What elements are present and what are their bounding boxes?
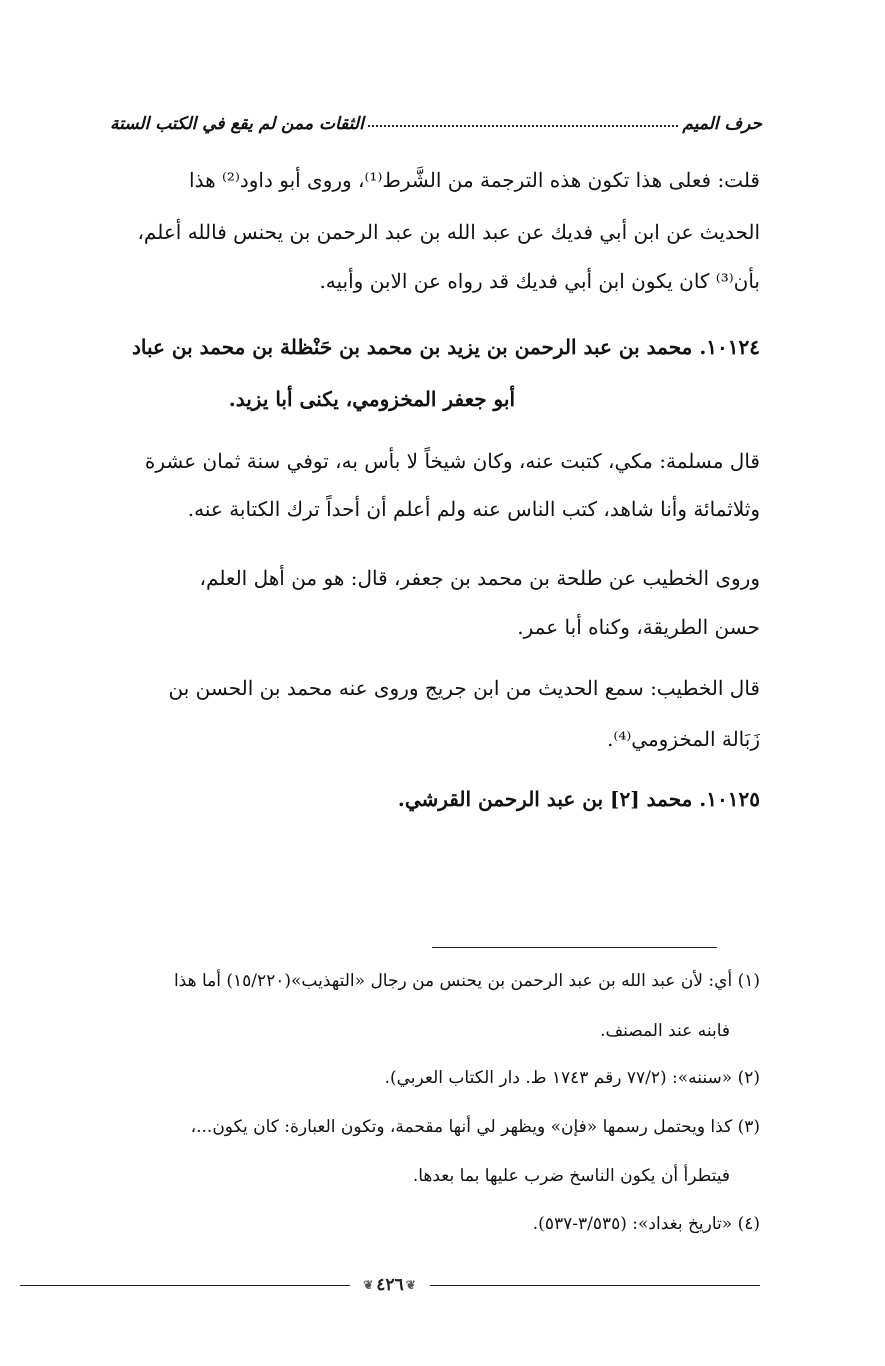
page-footer	[20, 1273, 760, 1297]
footnote-separator	[432, 947, 717, 948]
header-dot-leader	[368, 125, 679, 127]
body-line: وثلاثمائة وأنا شاهد، كتب الناس عنه ولم أعلم أن أحداً ترك الكتابة عنه.	[187, 497, 760, 521]
footnote-2: (٢) «سننه»: (٧٧/٢ رقم ١٧٤٣ ط. دار الكتاب العربي).	[384, 1068, 760, 1088]
footnote-1-continuation: فابنه عند المصنف.	[600, 1021, 730, 1041]
entry-heading-continuation: أبو جعفر المخزومي، يكنى أبا يزيد.	[228, 387, 515, 411]
footnote-3: (٣) كذا ويحتمل رسمها «فإن» ويظهر لي أنها مقحمة، وتكون العبارة: كان يكون...،	[190, 1117, 760, 1137]
footnote-3-continuation: فيتطرأ أن يكون الناسخ ضرب عليها بما بعدها.	[412, 1166, 730, 1186]
body-line: زَبَالة المخزومي⁽⁴⁾.	[607, 727, 760, 751]
body-line: قال مسلمة: مكي، كتبت عنه، وكان شيخاً لا بأس به، توفي سنة ثمان عشرة	[144, 449, 760, 473]
ornament-icon: ❦	[405, 1278, 417, 1292]
body-line: وروى الخطيب عن طلحة بن محمد بن جعفر، قال: هو من أهل العلم،	[199, 566, 760, 590]
header-book-title: الثقات ممن لم يقع في الكتب الستة	[110, 114, 364, 134]
entry-heading-10125: ١٠١٢٥. محمد [٢] بن عبد الرحمن القرشي.	[397, 787, 760, 811]
header-chapter: حرف الميم	[682, 114, 762, 134]
entry-heading-10124: ١٠١٢٤. محمد بن عبد الرحمن بن يزيد بن محمد بن حَنْظلة بن محمد بن عباد	[131, 335, 760, 359]
footnote-1: (١) أي: لأن عبد الله بن عبد الرحمن بن يحنس من رجال «التهذيب»(١٥/٢٢٠) أما هذا	[173, 971, 760, 991]
body-line: حسن الطريقة، وكناه أبا عمر.	[517, 615, 760, 639]
footer-rule-right	[430, 1285, 760, 1286]
body-line: قال الخطيب: سمع الحديث من ابن جريج وروى عنه محمد بن الحسن بن	[168, 676, 760, 700]
ornament-icon: ❦	[363, 1278, 375, 1292]
page-number-ornament	[350, 1273, 430, 1297]
footer-rule-left	[20, 1285, 350, 1286]
footnote-4: (٤) «تاريخ بغداد»: (٣/٥٣٥-٥٣٧).	[532, 1214, 760, 1234]
running-header	[110, 104, 762, 134]
body-line: قلت: فعلى هذا تكون هذه الترجمة من الشَّرط⁽¹⁾، وروى أبو داود⁽²⁾ هذا	[189, 168, 760, 192]
body-line: بأن⁽³⁾ كان يكون ابن أبي فديك قد رواه عن الابن وأبيه.	[319, 269, 760, 293]
body-line: الحديث عن ابن أبي فديك عن عبد الله بن عبد الرحمن بن يحنس فالله أعلم،	[137, 220, 760, 244]
page-number: ٤٢٦	[376, 1275, 404, 1295]
